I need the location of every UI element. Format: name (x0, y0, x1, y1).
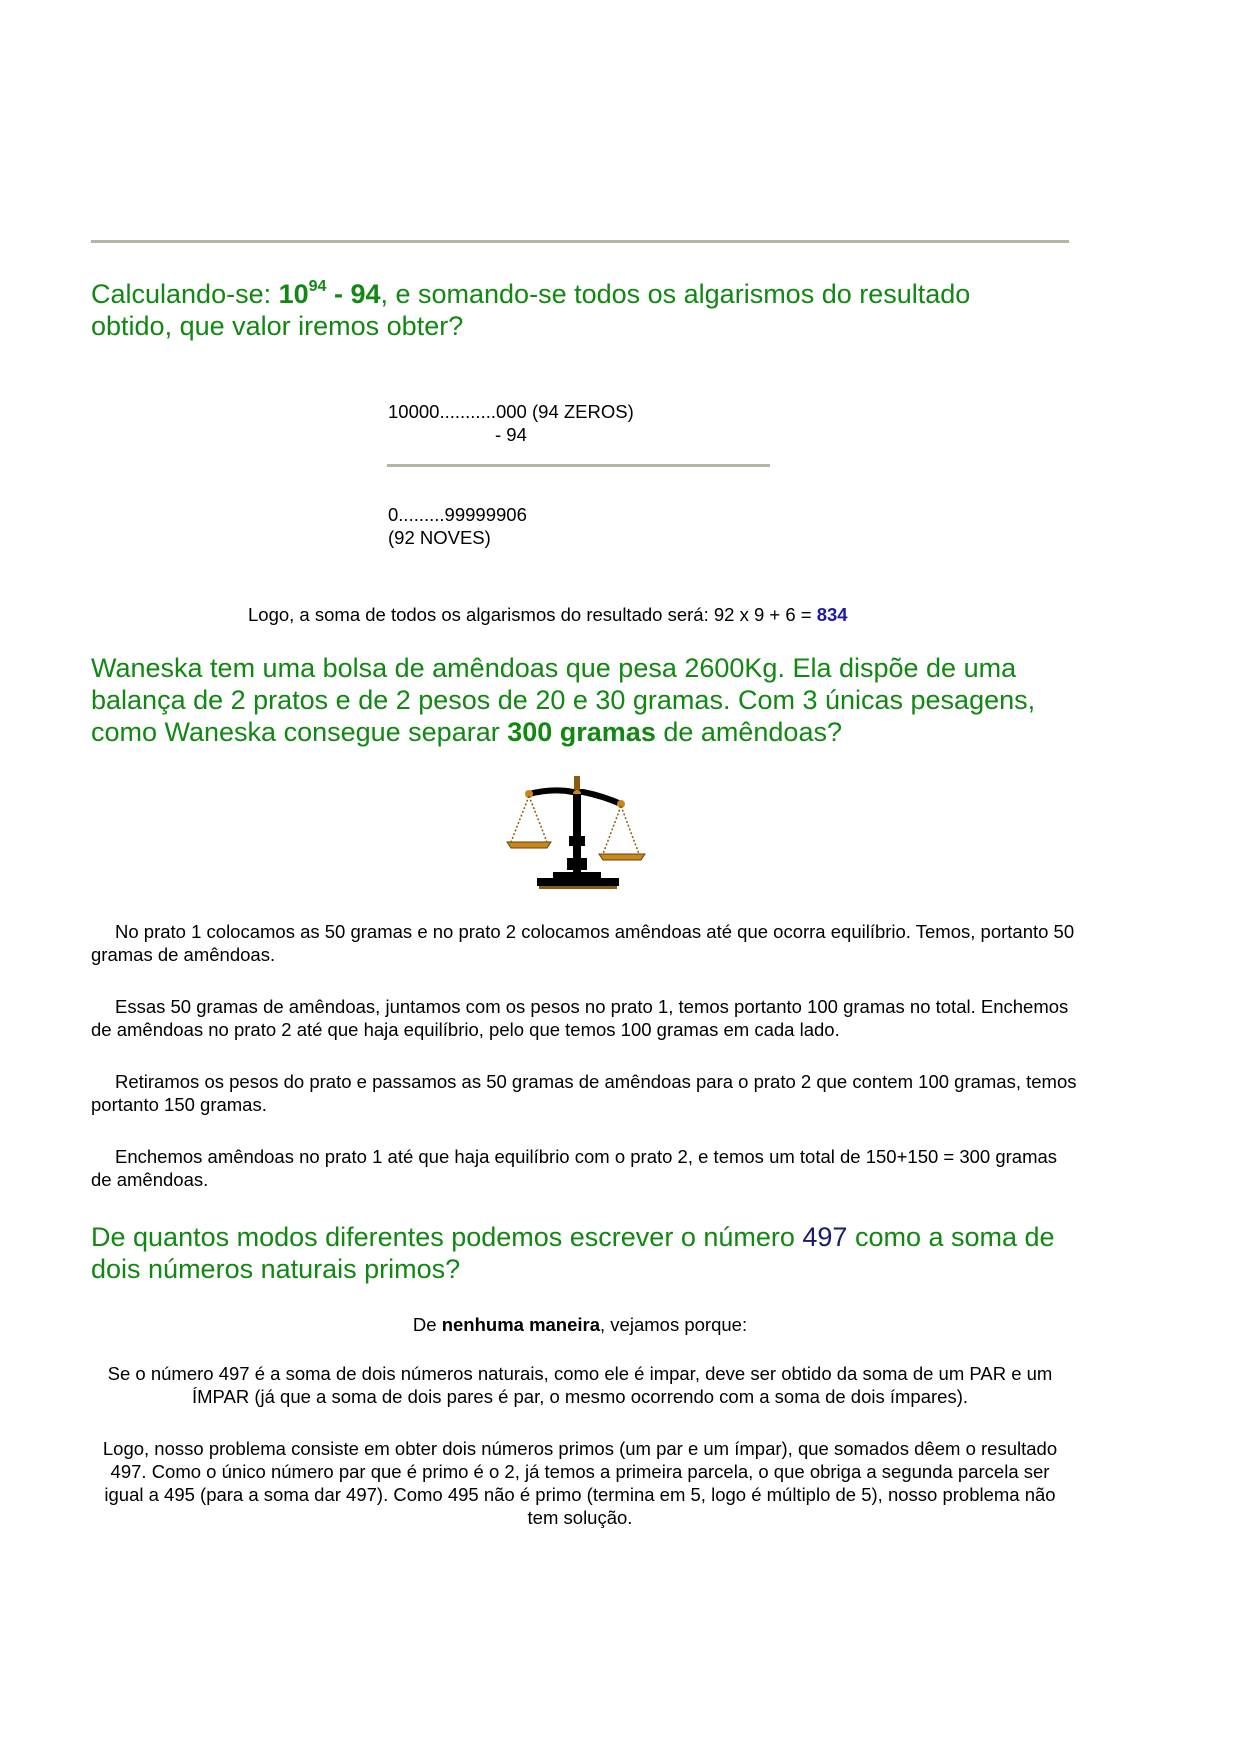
answer-1-text: Logo, a soma de todos os algarismos do resultado será: 92 x 9 + 6 = (248, 604, 817, 625)
question-2-text-after: de amêndoas? (655, 717, 842, 747)
calc-line-1: 10000...........000 (94 ZEROS) (388, 401, 634, 422)
step-2 (91, 995, 1081, 1041)
question-2-bold: 300 gramas (507, 717, 656, 747)
question-1-minus: - 94 (326, 279, 381, 309)
question-3-number: 497 (802, 1222, 848, 1252)
step-1-text: No prato 1 colocamos as 50 gramas e no prato 2 colocamos amêndoas até que ocorra equilíbrio. Temos, portanto 50 gramas de amêndoas. (91, 921, 1075, 965)
answer-1-value: 834 (816, 604, 848, 625)
answer-1 (248, 603, 848, 626)
question-1 (91, 278, 1051, 342)
question-2-text-before: Waneska tem uma bolsa de amêndoas que pesa 2600Kg. Ela dispõe de uma balança de 2 pratos e de 2 pesos de 20 e 30 gramas. Com 3 únicas pesagens, como Waneska consegue separar (91, 653, 1036, 747)
calc-divider (387, 464, 770, 467)
question-1-base: 10 (278, 279, 309, 309)
answer-3-intro-before: De (412, 1314, 442, 1335)
step-3-text: Retiramos os pesos do prato e passamos as 50 gramas de amêndoas para o prato 2 que contem 100 gramas, temos portanto 150 gramas. (91, 1071, 1077, 1115)
calc-line-2: - 94 (495, 424, 527, 445)
top-divider (91, 240, 1069, 243)
answer-3-paragraph-1: Se o número 497 é a soma de dois números naturais, como ele é impar, deve ser obtido da soma de um PAR e um ÍMPAR (já que a soma de dois pares é par, o mesmo ocorrendo com a soma de dois ímpares). (107, 1363, 1053, 1407)
answer-3-paragraph-2: Logo, nosso problema consiste em obter dois números primos (um par e um ímpar), que somados dêem o resultado 497. Como o único número par que é primo é o 2, já temos a primeira parcela, o que obriga a segunda parcela ser igual a 495 (para a soma dar 497). Como 495 não é primo (termina em 5, logo é múltiplo de 5), nosso problema não tem solução. (102, 1438, 1058, 1528)
answer-3-intro-after: , vejamos porque: (600, 1314, 748, 1335)
calc-line-3: 0.........99999906 (388, 504, 527, 525)
step-4-text: Enchemos amêndoas no prato 1 até que haja equilíbrio com o prato 2, e temos um total de 150+150 = 300 gramas de amêndoas. (91, 1146, 1058, 1190)
question-3-text-before: De quantos modos diferentes podemos escrever o número (91, 1222, 803, 1252)
question-1-exponent: 94 (308, 278, 327, 295)
calc-line-4: (92 NOVES) (388, 527, 491, 548)
step-3 (91, 1070, 1081, 1116)
question-2 (91, 652, 1081, 748)
question-3-text-after: como a soma de dois números naturais primos? (91, 1222, 1055, 1284)
question-1-suffix: , e somando-se todos os algarismos do resultado obtido, que valor iremos obter? (91, 279, 971, 341)
question-1-prefix: Calculando-se: (91, 279, 279, 309)
step-2-text: Essas 50 gramas de amêndoas, juntamos com os pesos no prato 1, temos portanto 100 gramas no total. Enchemos de amêndoas no prato 2 até que haja equilíbrio, pelo que temos 100 gramas em cada lado. (91, 996, 1069, 1040)
answer-3-intro-bold: nenhuma maneira (441, 1314, 601, 1335)
answer-3-intro (91, 1313, 1069, 1336)
step-1 (91, 920, 1081, 966)
question-3 (91, 1221, 1071, 1285)
step-4 (91, 1145, 1081, 1191)
balance-scale-icon (503, 772, 653, 894)
